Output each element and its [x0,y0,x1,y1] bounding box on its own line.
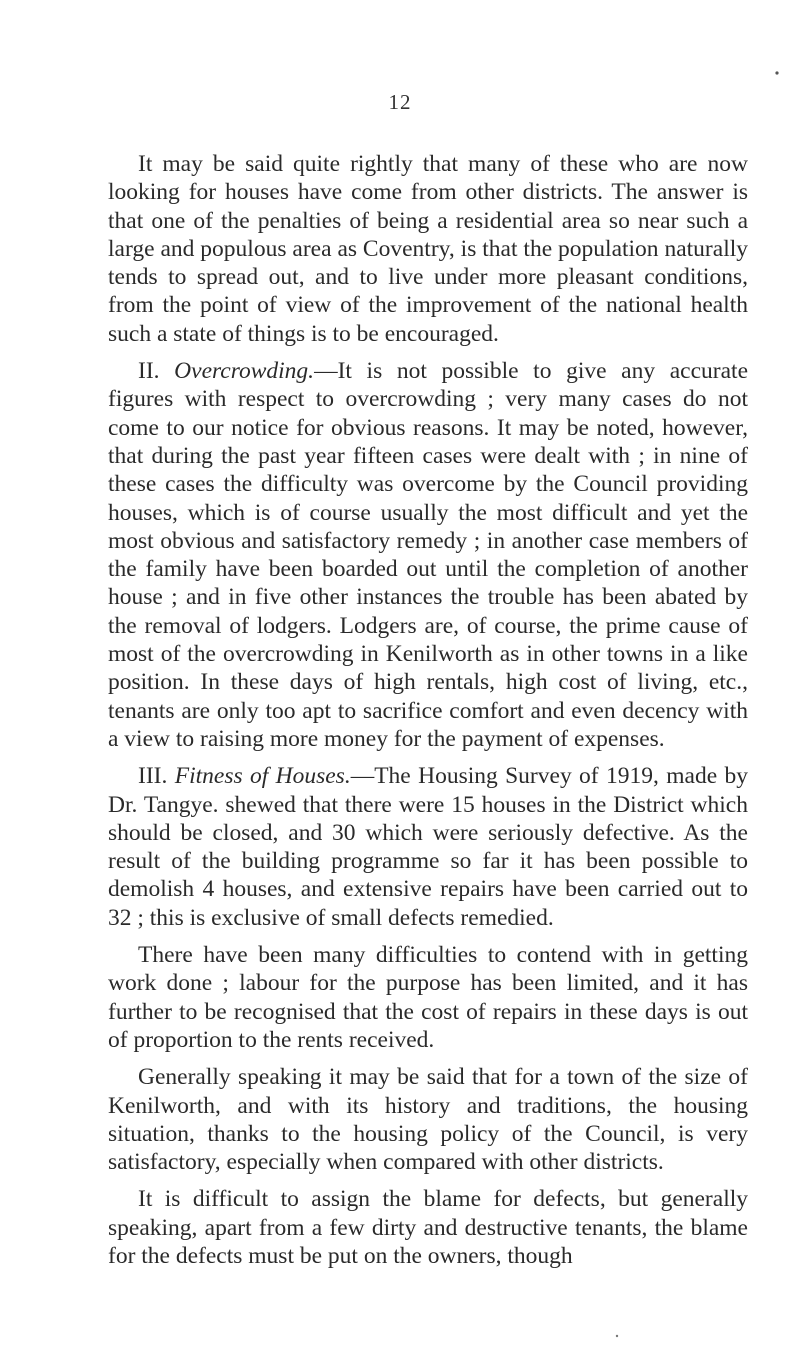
section-heading: Overcrowding. [174,358,315,385]
page-number: 12 [388,90,412,114]
paragraph-text: There have been many difficulties to contend with in getting work done ; labour for the purpose has been limited, and it has further to be recognised that the cost of repairs in these days is out of proportion to the rents received. [108,942,748,1053]
paragraph-text: —It is not possible to give any accurate figures with respect to overcrowding ; very many cases do not come to our notice for obvious reasons. It may be noted, however, that during the past year fifteen cases were dealt with ; in nine of these cases the difficulty was overcome by the Council providing houses, which is of course usually the most difficult and yet the most obvious and satisfactory remedy ; in another case members of the family have been boarded out until the completion of another house ; and in five other instances the trouble has been abated by the removal of lodgers. Lodgers are, of course, the prime cause of most of the overcrowding in Kenilworth as in other towns in a like position. In these days of high rentals, high cost of living, etc., tenants are only too apt to sacrifice comfort and even decency with a view to raising more money for the payment of expenses. [108,358,749,752]
document-body [108,150,748,1279]
paragraph-overcrowding [108,357,748,753]
paragraph-text: It may be said quite rightly that many of these who are now looking for houses have come from other districts. The answer is that one of the penalties of being a residential area so near such a large and populous area as Coventry, is that the population naturally tends to spread out, and to live under more pleasant conditions, from the point of view of the improvement of the national health such a state of things is to be encouraged. [108,151,748,347]
paragraph-blame-for-defects [108,1185,748,1270]
paragraph-fitness-of-houses [108,762,748,932]
paragraph-difficulties [108,941,748,1054]
section-numeral: II. [138,358,160,385]
section-numeral: III. [138,763,168,790]
paragraph-text: —The Housing Survey of 1919, made by Dr. Tangye. shewed that there were 15 houses in the District which should be closed, and 30 which were seriously defective. As the result of the building programme so far it has been possible to demolish 4 houses, and extensive repairs have been carried out to 32 ; this is exclusive of small defects remedied. [108,763,748,931]
section-heading: Fitness of Houses. [174,763,351,790]
paragraph-intro [108,150,748,348]
paragraph-text: It is difficult to assign the blame for defects, but generally speaking, apart from a few dirty and destructive tenants, the blame for the defects must be put on the owners, though [108,1186,748,1269]
paragraph-housing-situation [108,1063,748,1176]
paragraph-text: Generally speaking it may be said that for a town of the size of Kenilworth, and with its history and traditions, the housing situation, thanks to the housing policy of the Council, is very satisfactory, especially when compared with other districts. [108,1064,748,1176]
